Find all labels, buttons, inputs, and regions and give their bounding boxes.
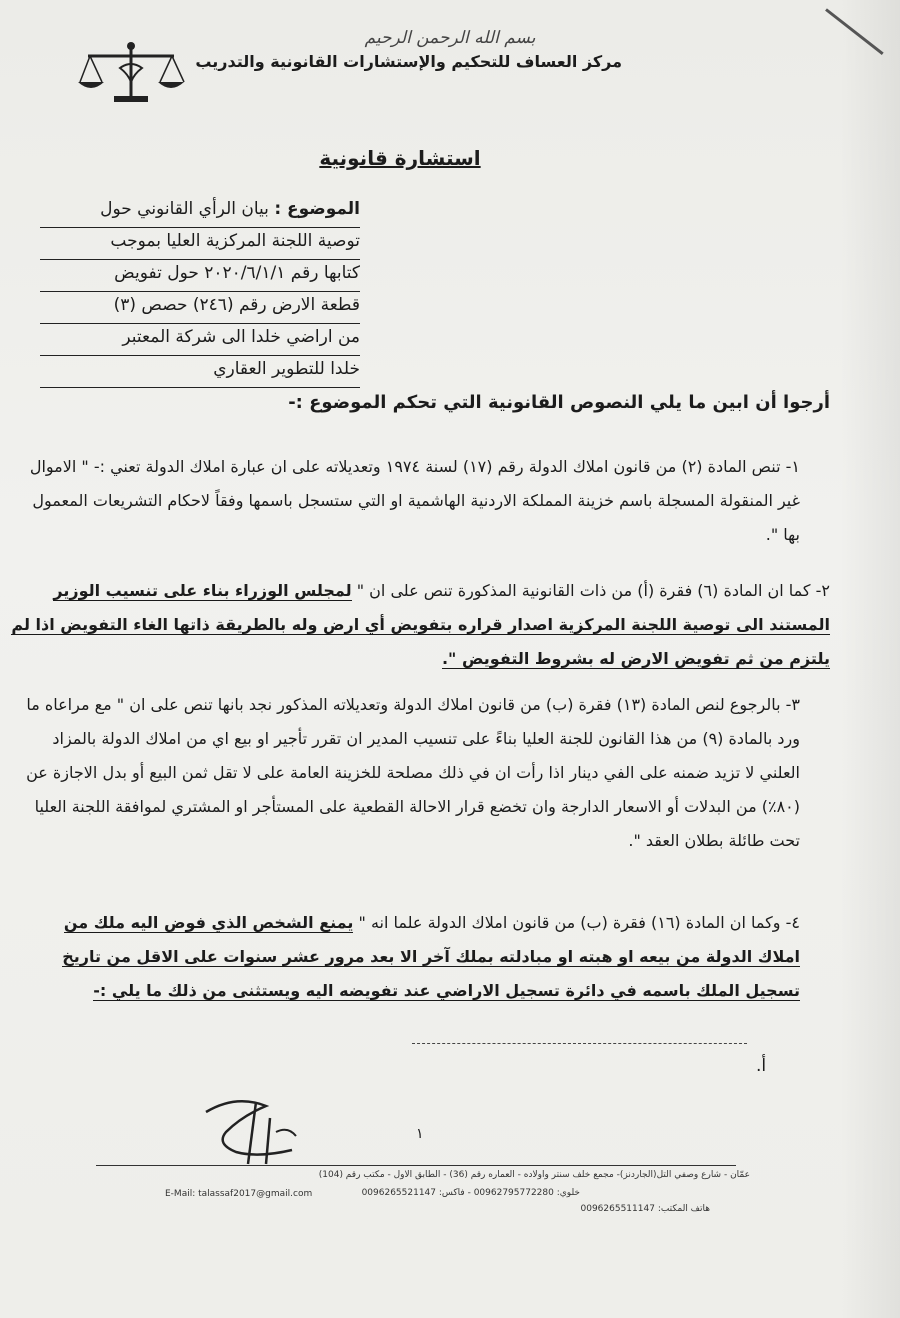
subject-line: توصية اللجنة المركزية العليا بموجب	[40, 228, 360, 260]
item-text: تنص المادة (٢) من قانون املاك الدولة رقم (١٧) لسنة ١٩٧٤ وتعديلاته على ان عبارة املاك الدولة تعني :- " الاموال غير المنقولة المسجلة باسم خزينة المملكة الاردنية الهاشمية او التي ستسجل باسمها وفقاً لاحكام التشريعات المعمول بها ".	[29, 457, 800, 544]
dashed-placeholder-line	[412, 1043, 747, 1044]
item-number: ١-	[785, 457, 800, 476]
scales-of-justice-icon	[76, 38, 186, 108]
subject-text: بيان الرأي القانوني حول	[100, 199, 269, 219]
legal-item-1	[20, 450, 800, 552]
intro-text: أرجوا أن ابين ما يلي النصوص القانونية التي تحكم الموضوع :-	[288, 392, 830, 413]
subject-line: خلدا للتطوير العقاري	[40, 356, 360, 388]
footer-address: عمّان - شارع وصفي التل(الجاردنز)- مجمع خلف سنتر واولاده - العماره رقم (36) - الطابق الاول - مكتب رقم (104)	[318, 1170, 750, 1180]
basmala: بسم الله الرحمن الرحيم	[364, 28, 536, 48]
footer-office-phone: هاتف المكتب: 0096265511147	[580, 1204, 710, 1214]
footer-phones: خلوي: 00962795772280 - فاكس: 0096265521147	[361, 1188, 580, 1198]
subject-line: كتابها رقم ٢٠٢٠/٦/١/١ حول تفويض	[40, 260, 360, 292]
footer-email: E-Mail: talassaf2017@gmail.com	[165, 1189, 313, 1199]
item-text: وكما ان المادة (١٦) فقرة (ب) من قانون املاك الدولة علما انه "	[358, 913, 781, 932]
page-shadow	[840, 0, 900, 1318]
item-number: ٢-	[815, 581, 830, 600]
subject-block	[40, 196, 360, 388]
item-text: كما ان المادة (٦) فقرة (أ) من ذات القانونية المذكورة تنص على ان "	[356, 581, 811, 600]
signature-icon	[196, 1092, 306, 1170]
subject-line: قطعة الارض رقم (٢٤٦) حصص (٣)	[40, 292, 360, 324]
organization-name: مركز العساف للتحكيم والإستشارات القانونية والتدريب	[195, 52, 622, 71]
subject-line	[40, 196, 360, 228]
footer-divider	[96, 1165, 736, 1166]
item-text: بالرجوع لنص المادة (١٣) فقرة (ب) من قانون املاك الدولة وتعديلاته المذكور نجد بانها تنص على ان " مع مراعاه ما ورد بالمادة (٩) من هذا القانون للجنة العليا بناءً على تنسيب المدير ان تقرر تأجير او بيع اي من املاك الدولة بالمزاد العلني لا تزيد ضمنه على الفي دينار اذا رأت ان في ذلك مصلحة للخزينة العامة على لا تقل ثمن البيع أو بدل الاجازة عن (٨٠٪) من البدلات أو الاسعار الدارجة وان تخضع قرار الاحالة القطعية على المستأجر او المشتري لموافقة اللجنة العليا تحت طائلة بطلان العقد ".	[26, 695, 800, 850]
legal-item-4	[20, 906, 800, 1008]
document-title: استشارة قانونية	[319, 146, 481, 170]
subject-label: الموضوع :	[274, 199, 360, 219]
sub-item-label: أ.	[756, 1056, 767, 1076]
legal-item-3	[10, 688, 800, 858]
item-text-emphasis: يمنع الشخص الذي فوض اليه ملك من املاك الدولة من بيعه او هبته او مبادلته بملك آخر الا بعد مرور عشر سنوات على الاقل من تاريخ تسجيل الملك باسمه في دائرة تسجيل الاراضي عند تفويضه اليه ويستثنى من ذلك ما يلي :-	[62, 913, 800, 1000]
item-number: ٤-	[785, 913, 800, 932]
item-text-emphasis: لمجلس الوزراء بناء على تنسيب الوزير المستند الى توصية اللجنة المركزية اصدار قراره بتفويض أي ارض وله بالطريقة ذاتها الغاء التفويض اذا لم يلتزم من ثم تفويض الارض له بشروط التفويض ".	[11, 581, 830, 668]
subject-line: من اراضي خلدا الى شركة المعتبر	[40, 324, 360, 356]
item-number: ٣-	[785, 695, 800, 714]
legal-item-2	[10, 574, 830, 676]
page-number: ١	[416, 1126, 424, 1142]
